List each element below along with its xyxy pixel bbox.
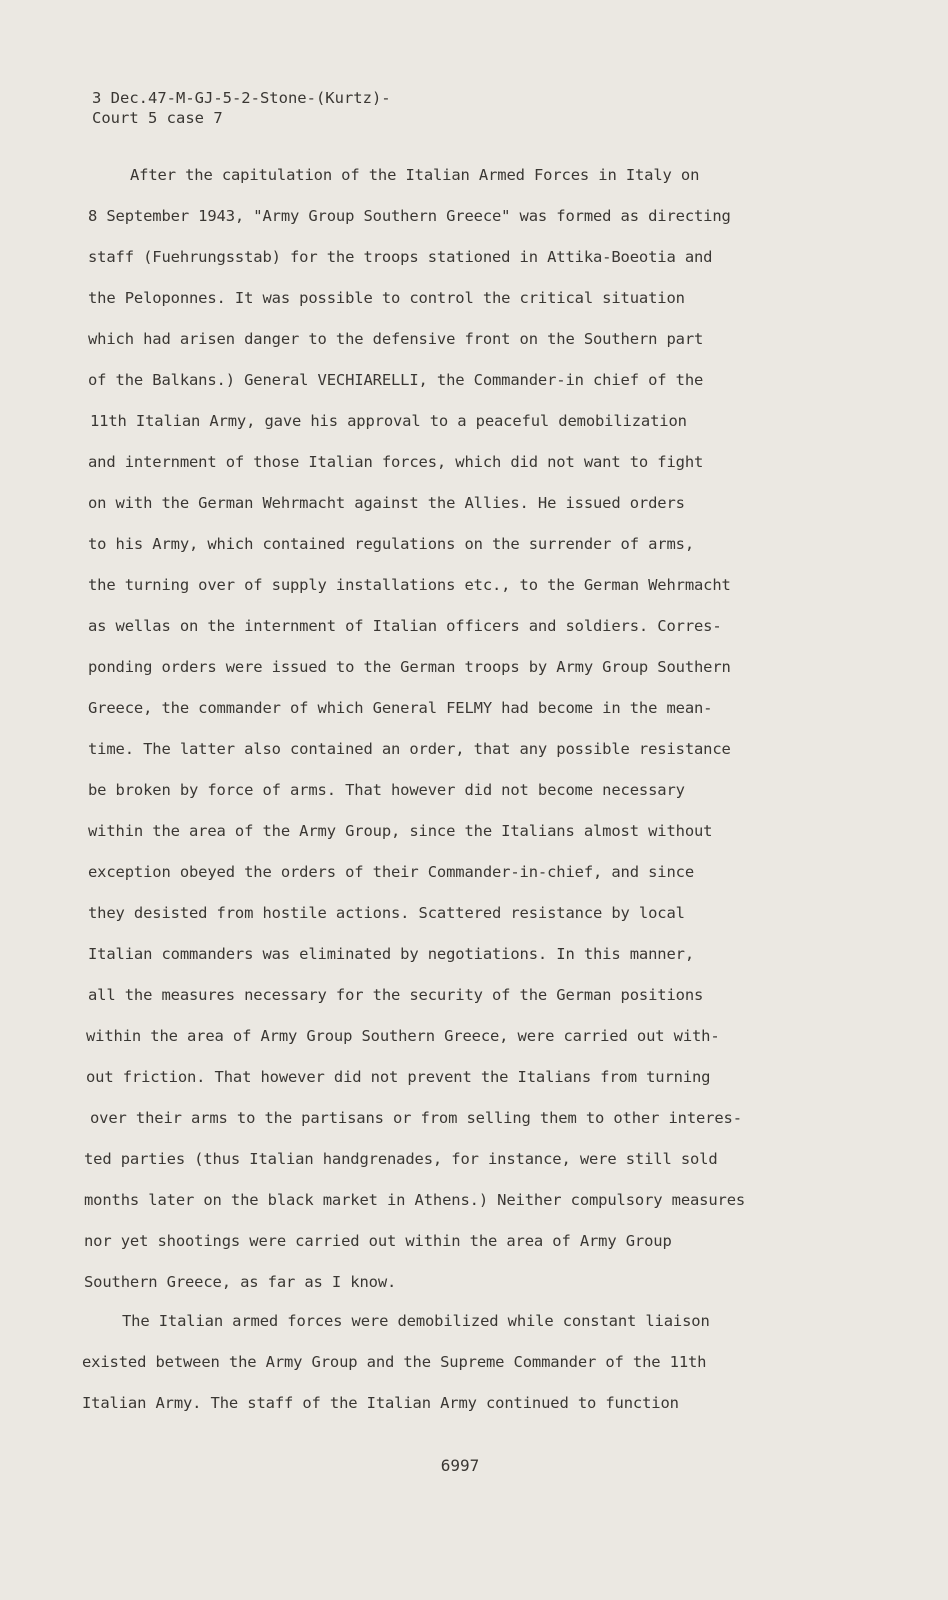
document-header (92, 88, 391, 128)
text-line: which had arisen danger to the defensive front on the Southern part (88, 330, 704, 348)
text-line: nor yet shootings were carried out within the area of Army Group (84, 1232, 672, 1250)
text-line: Greece, the commander of which General FELMY had become in the mean- (88, 699, 713, 717)
text-line: on with the German Wehrmacht against the Allies. He issued orders (88, 494, 685, 512)
text-line: time. The latter also contained an order, that any possible resistance (88, 740, 731, 758)
text-line: 11th Italian Army, gave his approval to a peaceful demobilization (90, 412, 687, 430)
text-line: the turning over of supply installations etc., to the German Wehrmacht (88, 576, 731, 594)
text-line: over their arms to the partisans or from selling them to other interes- (90, 1109, 742, 1127)
header-reference: 3 Dec.47-M-GJ-5-2-Stone-(Kurtz)- (92, 89, 391, 107)
text-line: to his Army, which contained regulations on the surrender of arms, (88, 535, 694, 553)
text-line: as wellas on the internment of Italian officers and soldiers. Corres- (88, 617, 722, 635)
text-line: Italian commanders was eliminated by negotiations. In this manner, (88, 945, 694, 963)
text-line: out friction. That however did not prevent the Italians from turning (86, 1068, 711, 1086)
text-line: Southern Greece, as far as I know. (84, 1273, 397, 1291)
text-line: within the area of the Army Group, since the Italians almost without (88, 822, 713, 840)
text-line: ted parties (thus Italian handgrenades, for instance, were still sold (84, 1150, 718, 1168)
text-line: existed between the Army Group and the Supreme Commander of the 11th (82, 1353, 707, 1371)
text-line: be broken by force of arms. That however did not become necessary (88, 781, 685, 799)
text-line: 8 September 1943, "Army Group Southern Greece" was formed as directing (88, 207, 731, 225)
text-line: ponding orders were issued to the German troops by Army Group Southern (88, 658, 731, 676)
text-line: After the capitulation of the Italian Armed Forces in Italy on (130, 166, 700, 184)
text-line: they desisted from hostile actions. Scattered resistance by local (88, 904, 685, 922)
text-line: and internment of those Italian forces, which did not want to fight (88, 453, 704, 471)
text-line: Italian Army. The staff of the Italian Army continued to function (82, 1394, 679, 1412)
page-number: 6997 (440, 1456, 480, 1475)
text-line: exception obeyed the orders of their Commander-in-chief, and since (88, 863, 694, 881)
text-line: The Italian armed forces were demobilized while constant liaison (122, 1312, 710, 1330)
text-line: the Peloponnes. It was possible to control the critical situation (88, 289, 685, 307)
text-line: within the area of Army Group Southern Greece, were carried out with- (86, 1027, 720, 1045)
text-line: months later on the black market in Athens.) Neither compulsory measures (84, 1191, 746, 1209)
text-line: staff (Fuehrungsstab) for the troops stationed in Attika-Boeotia and (88, 248, 713, 266)
text-line: all the measures necessary for the security of the German positions (88, 986, 704, 1004)
text-line: of the Balkans.) General VECHIARELLI, the Commander-in chief of the (88, 371, 704, 389)
header-court-case: Court 5 case 7 (92, 109, 223, 127)
